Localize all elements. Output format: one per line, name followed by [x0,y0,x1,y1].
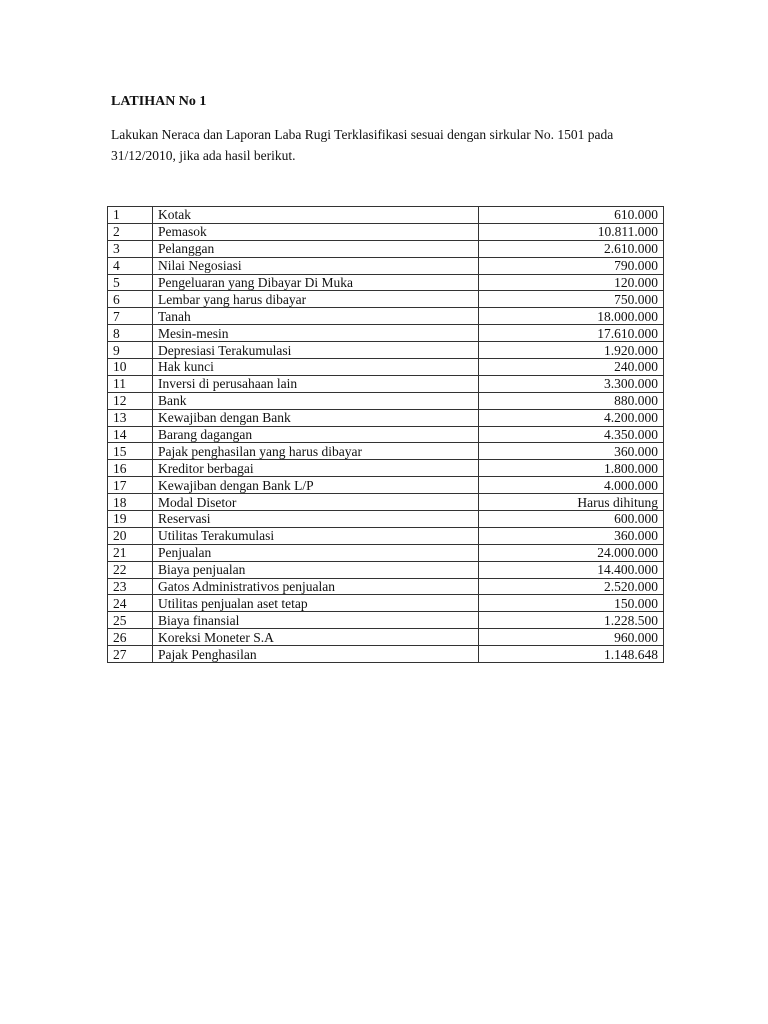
row-description: Kreditor berbagai [153,460,479,477]
row-number: 18 [108,494,153,511]
table-row [108,223,664,240]
row-amount: 4.000.000 [479,477,664,494]
row-amount: 790.000 [479,257,664,274]
row-description: Kewajiban dengan Bank [153,409,479,426]
row-number: 1 [108,207,153,224]
row-amount: 360.000 [479,527,664,544]
table-row [108,274,664,291]
row-description: Gatos Administrativos penjualan [153,578,479,595]
row-description: Lembar yang harus dibayar [153,291,479,308]
row-amount: 1.148.648 [479,646,664,663]
row-amount: 1.228.500 [479,612,664,629]
row-amount: Harus dihitung [479,494,664,511]
table-row [108,544,664,561]
row-description: Mesin-mesin [153,325,479,342]
table-row [108,409,664,426]
table-row [108,578,664,595]
row-number: 22 [108,561,153,578]
row-description: Pelanggan [153,240,479,257]
row-amount: 960.000 [479,629,664,646]
table-row [108,527,664,544]
row-amount: 2.610.000 [479,240,664,257]
row-amount: 1.920.000 [479,342,664,359]
row-number: 6 [108,291,153,308]
table-row [108,646,664,663]
row-description: Modal Disetor [153,494,479,511]
row-number: 9 [108,342,153,359]
row-amount: 360.000 [479,443,664,460]
row-description: Pemasok [153,223,479,240]
row-number: 5 [108,274,153,291]
row-amount: 4.350.000 [479,426,664,443]
row-number: 12 [108,392,153,409]
row-description: Bank [153,392,479,409]
page-title: LATIHAN No 1 [111,94,207,109]
row-description: Kotak [153,207,479,224]
row-number: 25 [108,612,153,629]
row-amount: 600.000 [479,511,664,528]
row-description: Barang dagangan [153,426,479,443]
row-amount: 3.300.000 [479,375,664,392]
table-row [108,629,664,646]
row-amount: 2.520.000 [479,578,664,595]
row-number: 16 [108,460,153,477]
row-amount: 240.000 [479,359,664,376]
row-description: Biaya finansial [153,612,479,629]
table-row [108,595,664,612]
table-row [108,359,664,376]
row-description: Biaya penjualan [153,561,479,578]
table-row [108,342,664,359]
row-number: 17 [108,477,153,494]
table-row [108,426,664,443]
row-number: 19 [108,511,153,528]
row-amount: 150.000 [479,595,664,612]
table-row [108,375,664,392]
table-row [108,494,664,511]
table-row [108,392,664,409]
row-number: 24 [108,595,153,612]
row-number: 15 [108,443,153,460]
row-amount: 18.000.000 [479,308,664,325]
row-number: 21 [108,544,153,561]
row-description: Kewajiban dengan Bank L/P [153,477,479,494]
table-row [108,207,664,224]
row-number: 26 [108,629,153,646]
table-row [108,257,664,274]
row-number: 13 [108,409,153,426]
row-number: 3 [108,240,153,257]
table-row [108,325,664,342]
table-row [108,460,664,477]
row-number: 11 [108,375,153,392]
row-description: Koreksi Moneter S.A [153,629,479,646]
row-amount: 120.000 [479,274,664,291]
table-row [108,561,664,578]
table-row [108,511,664,528]
row-number: 10 [108,359,153,376]
row-number: 8 [108,325,153,342]
row-amount: 1.800.000 [479,460,664,477]
row-number: 7 [108,308,153,325]
row-description: Pajak penghasilan yang harus dibayar [153,443,479,460]
row-amount: 24.000.000 [479,544,664,561]
row-amount: 880.000 [479,392,664,409]
row-number: 2 [108,223,153,240]
row-description: Reservasi [153,511,479,528]
table-row [108,443,664,460]
row-description: Pengeluaran yang Dibayar Di Muka [153,274,479,291]
table-row [108,477,664,494]
row-amount: 17.610.000 [479,325,664,342]
row-amount: 4.200.000 [479,409,664,426]
row-number: 27 [108,646,153,663]
row-amount: 14.400.000 [479,561,664,578]
row-number: 23 [108,578,153,595]
row-number: 4 [108,257,153,274]
row-description: Utilitas penjualan aset tetap [153,595,479,612]
row-description: Pajak Penghasilan [153,646,479,663]
instruction-text: Lakukan Neraca dan Laporan Laba Rugi Terklasifikasi sesuai dengan sirkular No. 1501 pada 31/12/2010, jika ada hasil berikut. [111,127,614,163]
table-row [108,291,664,308]
row-number: 20 [108,527,153,544]
table-row [108,240,664,257]
row-amount: 750.000 [479,291,664,308]
table-row [108,308,664,325]
table-row [108,612,664,629]
row-description: Inversi di perusahaan lain [153,375,479,392]
row-description: Hak kunci [153,359,479,376]
row-description: Penjualan [153,544,479,561]
row-description: Nilai Negosiasi [153,257,479,274]
row-description: Utilitas Terakumulasi [153,527,479,544]
account-table-body [108,207,664,663]
row-amount: 10.811.000 [479,223,664,240]
row-number: 14 [108,426,153,443]
row-amount: 610.000 [479,207,664,224]
row-description: Depresiasi Terakumulasi [153,342,479,359]
row-description: Tanah [153,308,479,325]
account-table [107,206,664,663]
